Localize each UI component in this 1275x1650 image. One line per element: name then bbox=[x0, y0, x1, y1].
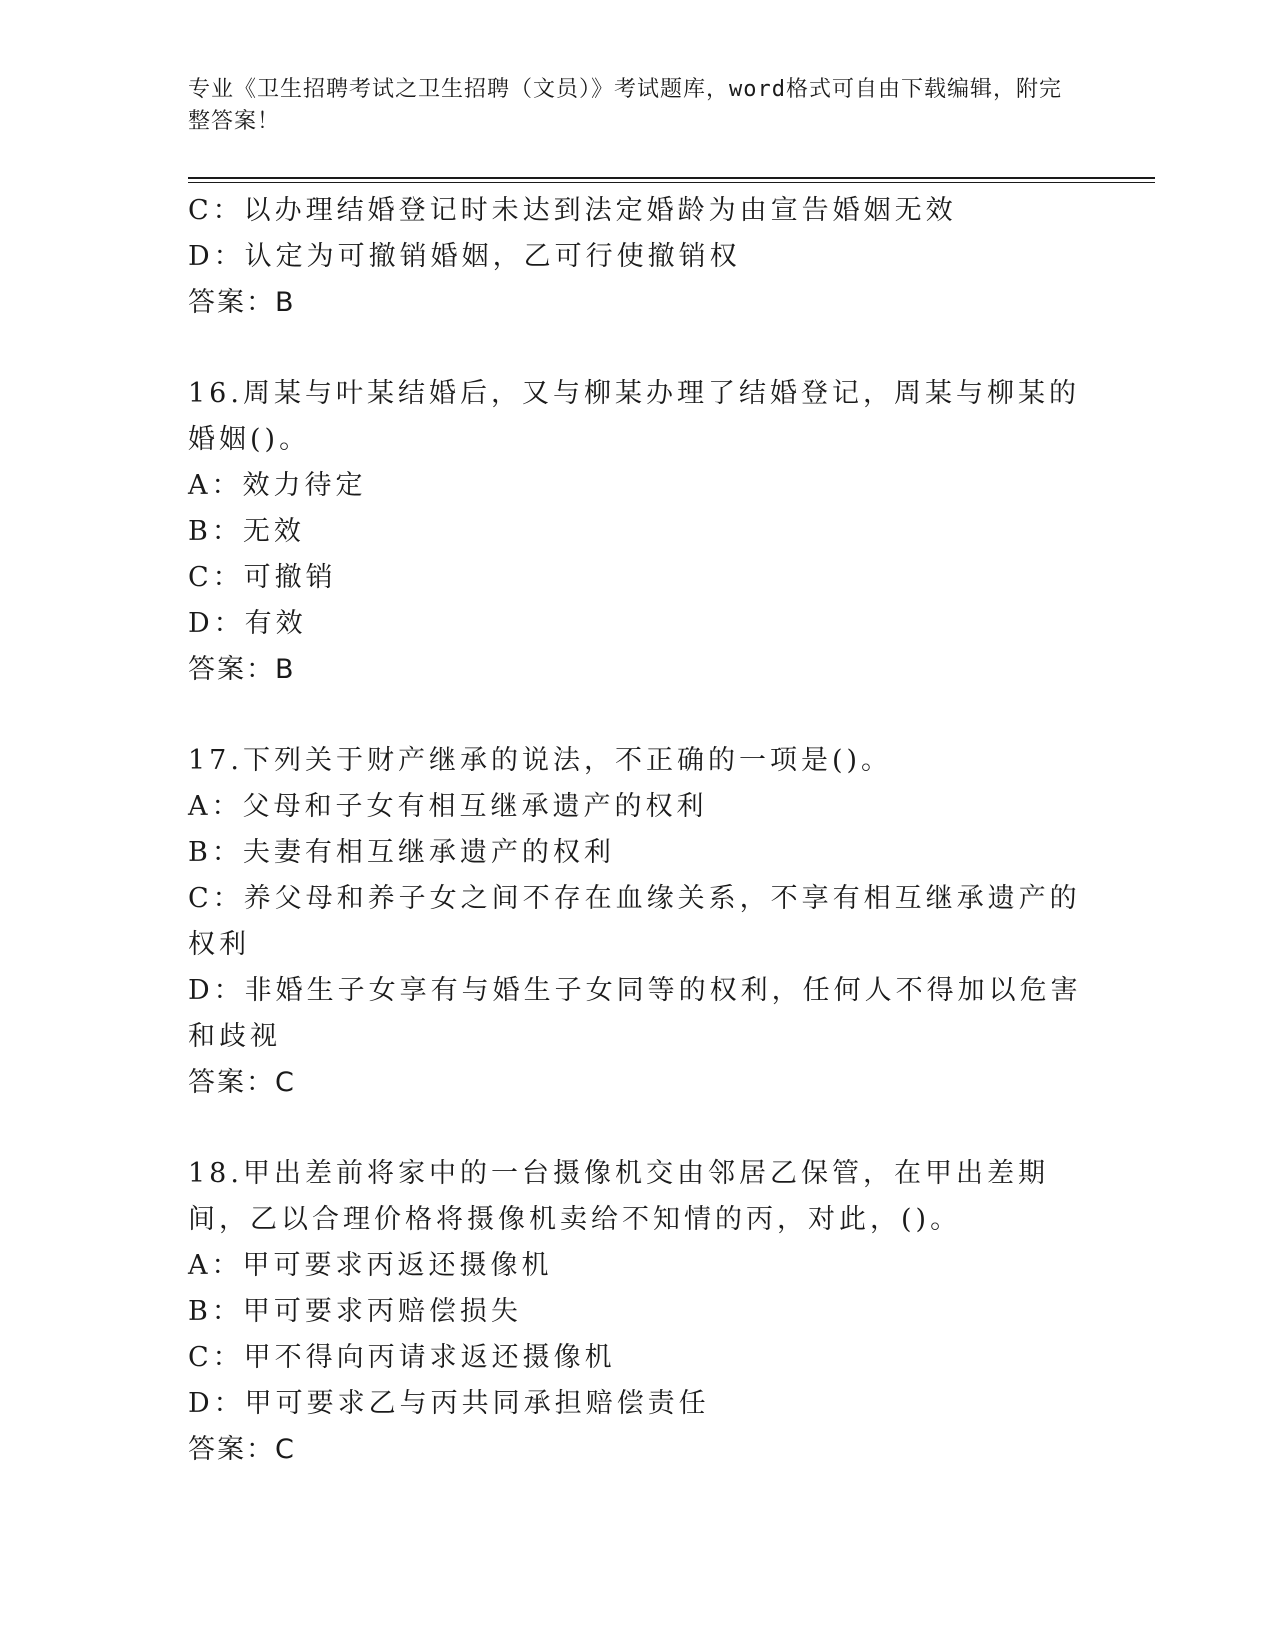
option-c: C：养父母和养子女之间不存在血缘关系，不享有相互继承遗产的权利 bbox=[188, 883, 1081, 960]
question-16 bbox=[188, 371, 1088, 693]
option-d: D：甲可要求乙与丙共同承担赔偿责任 bbox=[188, 1388, 710, 1419]
option-b: B：甲可要求丙赔偿损失 bbox=[188, 1296, 522, 1327]
document-body bbox=[188, 188, 1088, 1473]
option-d: D：有效 bbox=[188, 608, 307, 639]
option-b: B：夫妻有相互继承遗产的权利 bbox=[188, 837, 615, 868]
question-18 bbox=[188, 1151, 1088, 1473]
answer-line: 答案：C bbox=[188, 1434, 296, 1465]
header-rule-thick bbox=[188, 177, 1155, 179]
option-a: A：父母和子女有相互继承遗产的权利 bbox=[188, 791, 708, 822]
option-a: A：效力待定 bbox=[188, 470, 367, 501]
question-stem: 16.周某与叶某结婚后，又与柳某办理了结婚登记，周某与柳某的婚姻()。 bbox=[188, 378, 1080, 455]
spacer bbox=[188, 1106, 1088, 1151]
option-b: B：无效 bbox=[188, 516, 305, 547]
header-rule-thin bbox=[188, 182, 1155, 183]
question-17 bbox=[188, 738, 1088, 1106]
option-c: C：可撤销 bbox=[188, 562, 337, 593]
answer-line: 答案：B bbox=[188, 654, 296, 685]
question-stem: 18.甲出差前将家中的一台摄像机交由邻居乙保管，在甲出差期间，乙以合理价格将摄像机卖给不知情的丙，对此，()。 bbox=[188, 1158, 1049, 1235]
option-a: A：甲可要求丙返还摄像机 bbox=[188, 1250, 553, 1281]
option-d: D：非婚生子女享有与婚生子女同等的权利，任何人不得加以危害和歧视 bbox=[188, 975, 1082, 1052]
question-15-continuation bbox=[188, 188, 1088, 326]
spacer bbox=[188, 693, 1088, 738]
spacer bbox=[188, 326, 1088, 371]
option-c: C：以办理结婚登记时未达到法定婚龄为由宣告婚姻无效 bbox=[188, 195, 957, 226]
option-c: C：甲不得向丙请求返还摄像机 bbox=[188, 1342, 616, 1373]
answer-line: 答案：C bbox=[188, 1067, 296, 1098]
answer-line: 答案：B bbox=[188, 287, 296, 318]
document-header: 专业《卫生招聘考试之卫生招聘（文员）》考试题库，word格式可自由下载编辑，附完整答案！ bbox=[188, 77, 1062, 134]
question-stem: 17.下列关于财产继承的说法，不正确的一项是()。 bbox=[188, 745, 893, 776]
option-d: D：认定为可撤销婚姻，乙可行使撤销权 bbox=[188, 241, 741, 272]
